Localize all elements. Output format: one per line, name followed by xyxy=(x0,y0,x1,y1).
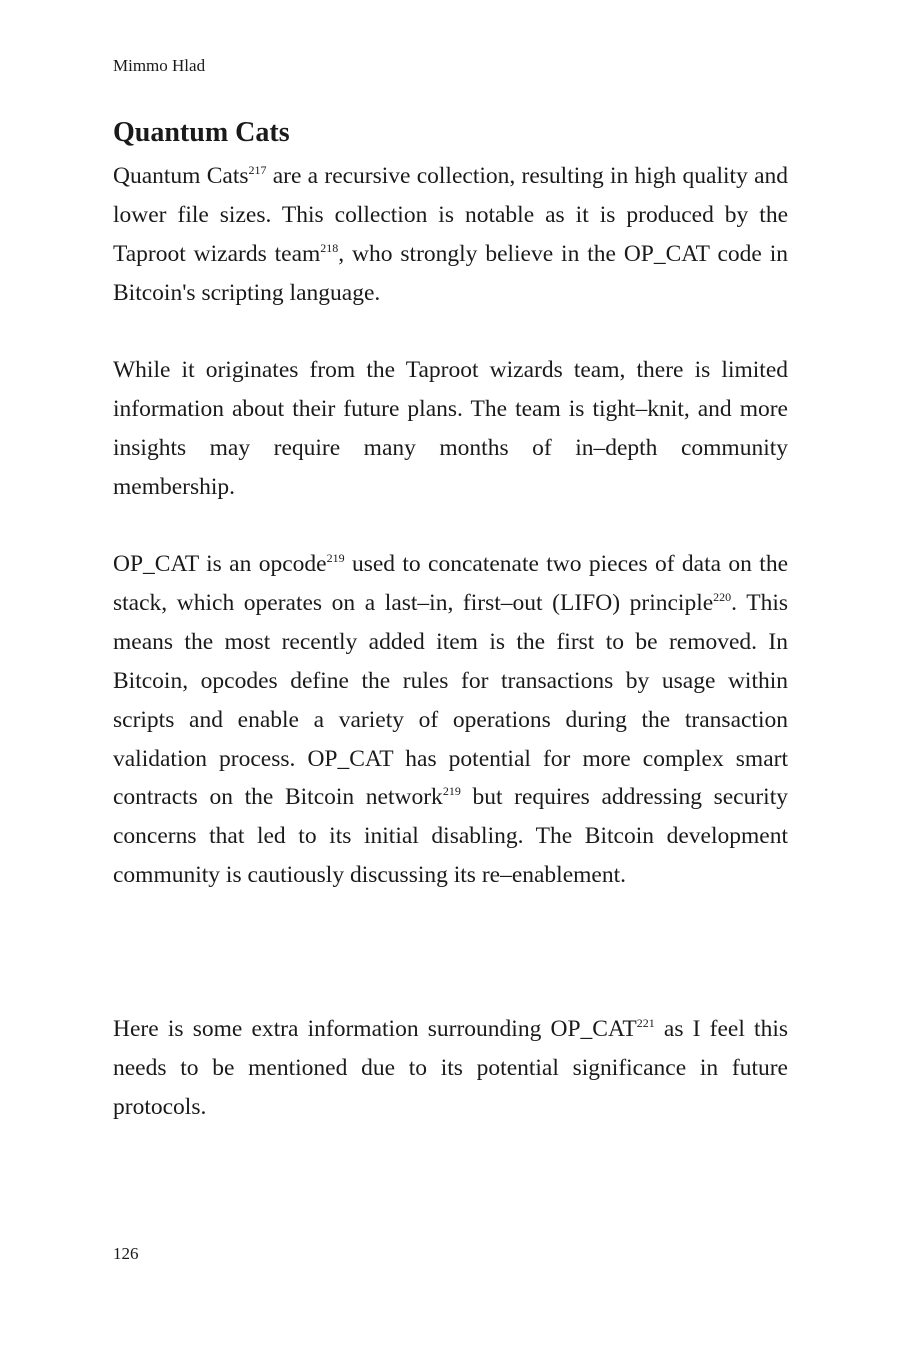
book-page xyxy=(113,0,788,1350)
paragraph-1 xyxy=(113,157,788,313)
paragraph-3-text-b: used to concatenate two pieces of data on the stack, which operates on a last–in, first–out (LIFO) principle xyxy=(113,551,788,616)
paragraph-1-text-c: , who strongly believe in the OP_CAT code in Bitcoin's scripting language. xyxy=(113,240,788,306)
running-header-author: Mimmo Hlad xyxy=(113,56,206,75)
paragraph-4-text-b: as I feel this needs to be mentioned due to its potential significance in future protocols. xyxy=(113,1016,788,1120)
paragraph-4 xyxy=(113,1010,788,1127)
paragraph-3-text-a: OP_CAT is an opcode xyxy=(113,551,327,577)
page-number: 126 xyxy=(113,1244,139,1263)
paragraph-1-text-b: are a recursive collection, resulting in high quality and lower file sizes. This collection is notable as it is produced by the Taproot wizards team xyxy=(113,163,788,267)
paragraph-4-text-a: Here is some extra information surrounding OP_CAT xyxy=(113,1016,637,1042)
footnote-ref-217: 217 xyxy=(248,163,267,177)
footnote-ref-219: 219 xyxy=(326,551,345,565)
footnote-ref-218: 218 xyxy=(320,240,339,255)
footnote-ref-221: 221 xyxy=(636,1016,655,1030)
section-title: Quantum Cats xyxy=(113,117,290,148)
paragraph-3-text-c: . This means the most recently added item is the first to be removed. In Bitcoin, opcodes define the rules for transactions by usage within scripts and enable a variety of operations during the transaction validation process. OP_CAT has potential for more complex smart contracts on the Bitcoin network xyxy=(113,589,788,811)
paragraph-2: While it originates from the Taproot wizards team, there is limited information about their future plans. The team is tight–knit, and more insights may require many months of in–depth community membership. xyxy=(113,357,788,500)
footnote-ref-219-repeat: 219 xyxy=(442,784,461,799)
paragraph-3-text-d: but requires addressing security concerns that led to its initial disabling. The Bitcoin development community is cautiously discussing its re–enablement. xyxy=(113,784,788,889)
paragraph-3 xyxy=(113,545,788,895)
footnote-ref-220: 220 xyxy=(713,589,732,604)
paragraph-1-text-a: Quantum Cats xyxy=(113,163,249,189)
